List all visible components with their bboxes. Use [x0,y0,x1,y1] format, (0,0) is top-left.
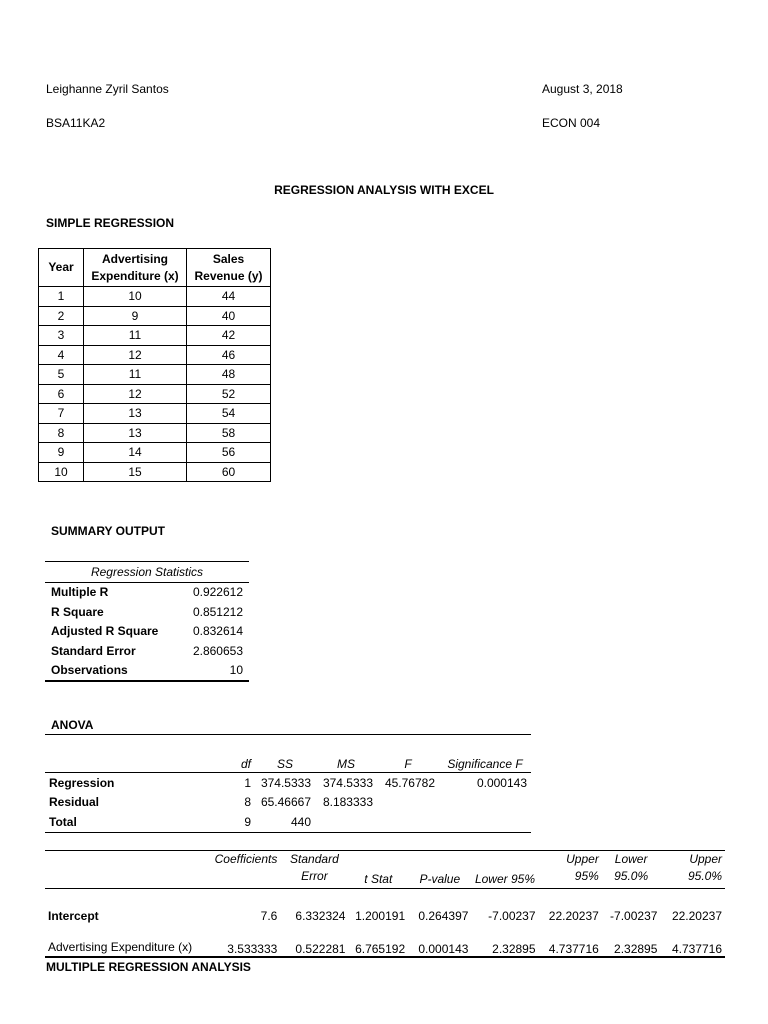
table-cell: 8.183333 [322,795,373,810]
table-row [39,345,271,365]
stat-value: 0.832614 [192,624,243,639]
stat-label: Multiple R [51,585,109,600]
table-cell: 44 [187,287,271,307]
table-cell: -7.00237 [610,908,658,923]
table-cell: 65.46667 [260,795,311,810]
table-cell: 14 [84,443,187,463]
table-cell: -7.00237 [488,908,536,923]
table-row [45,602,249,622]
column-header: Sales Revenue (y) [187,249,271,287]
stat-value: 2.860653 [192,643,243,658]
table-cell: 15 [84,462,187,482]
table-cell [377,793,439,813]
coefficients-table [45,850,725,958]
table-row [39,443,271,463]
row-label: Residual [49,795,100,810]
table-row [39,306,271,326]
table-cell: 0.000143 [408,923,471,957]
table-cell: 42 [187,326,271,346]
table-cell: 6.765192 [348,923,408,957]
row-label: Total [45,812,175,832]
page-title: REGRESSION ANALYSIS WITH EXCEL [274,183,494,197]
table-cell: 46 [187,345,271,365]
column-header: F [377,735,439,773]
summary-output-heading: SUMMARY OUTPUT [51,524,165,538]
table-cell: 1 [39,287,84,307]
table-cell: 12 [84,384,187,404]
column-header [45,851,195,889]
table-cell: 0.264397 [418,908,469,923]
table-row [39,462,271,482]
table-cell [315,812,377,832]
table-cell: 11 [84,326,187,346]
column-header: Lower 95.0% [602,851,661,889]
regression-statistics-table [45,561,249,682]
column-header: Standard Error [280,851,348,889]
course-code: ECON 004 [542,116,601,130]
column-header: SS [255,735,315,773]
stat-value: 0.851212 [192,604,243,619]
table-row [39,326,271,346]
table-cell: 10 [84,287,187,307]
row-label: Intercept [48,908,99,923]
table-row [45,812,531,832]
table-cell: 4.737716 [660,923,725,957]
stat-label: Observations [45,661,179,682]
column-header: t Stat [348,851,408,889]
table-row [45,622,249,642]
table-cell: 0.000143 [476,775,527,790]
simple-regression-table [38,248,271,482]
table-cell: 10 [39,462,84,482]
table-row [45,582,249,602]
table-row [39,384,271,404]
table-row [39,287,271,307]
table-row [45,889,725,923]
table-cell: 54 [187,404,271,424]
table-cell: 6.332324 [295,908,346,923]
table-cell: 40 [187,306,271,326]
table-cell: 12 [84,345,187,365]
table-cell: 48 [187,365,271,385]
column-header: Significance F [439,735,531,773]
table-cell: 4 [39,345,84,365]
document-date: August 3, 2018 [542,82,623,96]
table-row [45,641,249,661]
regression-statistics-caption: Regression Statistics [45,562,249,583]
table-cell: 60 [187,462,271,482]
table-cell: 0.522281 [280,923,348,957]
table-cell: 11 [84,365,187,385]
table-cell: 5 [39,365,84,385]
column-header: df [175,735,255,773]
column-header: P-value [408,851,471,889]
column-header: Upper 95% [539,851,602,889]
simple-regression-heading: SIMPLE REGRESSION [46,216,175,230]
table-cell: 56 [187,443,271,463]
table-cell: 1 [244,775,251,790]
table-cell: 7.6 [260,908,278,923]
table-cell: 58 [187,423,271,443]
table-cell [439,793,531,813]
column-header [45,735,175,773]
table-cell: 9 [175,812,255,832]
table-cell: 22.20237 [548,908,599,923]
table-cell: 1.200191 [355,908,406,923]
table-cell: 374.5333 [260,775,311,790]
table-row [45,661,249,682]
anova-table [45,734,531,833]
stat-value: 10 [179,661,249,682]
column-header: Advertising Expenditure (x) [84,249,187,287]
column-header: Coefficients [195,851,280,889]
table-cell: 2.32895 [471,923,538,957]
table-cell: 2.32895 [602,923,661,957]
table-cell: 8 [244,795,251,810]
table-row [45,773,531,793]
table-row [39,365,271,385]
stat-label: R Square [51,604,104,619]
table-cell: 45.76782 [384,775,435,790]
column-header: Upper 95.0% [660,851,725,889]
table-cell: 3.533333 [195,923,280,957]
anova-heading: ANOVA [51,718,94,732]
multiple-regression-heading: MULTIPLE REGRESSION ANALYSIS [46,960,251,974]
table-cell: 6 [39,384,84,404]
table-cell: 4.737716 [539,923,602,957]
table-cell: 2 [39,306,84,326]
table-cell: 13 [84,404,187,424]
table-cell: 3 [39,326,84,346]
table-row [45,923,725,957]
table-cell [439,812,531,832]
table-cell: 7 [39,404,84,424]
row-label: Advertising Expenditure (x) [45,923,195,957]
table-cell: 374.5333 [322,775,373,790]
table-cell: 13 [84,423,187,443]
table-row [45,793,531,813]
table-row [39,423,271,443]
stat-label: Standard Error [51,643,136,658]
table-cell: 440 [255,812,315,832]
stat-value: 0.922612 [192,585,243,600]
table-cell: 52 [187,384,271,404]
column-header: Year [39,249,84,287]
student-section: BSA11KA2 [46,116,106,130]
column-header: MS [315,735,377,773]
table-cell [377,812,439,832]
table-row [39,404,271,424]
table-cell: 9 [84,306,187,326]
stat-label: Adjusted R Square [51,624,159,639]
table-cell: 8 [39,423,84,443]
row-label: Regression [49,775,115,790]
table-cell: 22.20237 [671,908,722,923]
table-cell: 9 [39,443,84,463]
column-header: Lower 95% [471,851,538,889]
student-name: Leighanne Zyril Santos [46,82,169,96]
